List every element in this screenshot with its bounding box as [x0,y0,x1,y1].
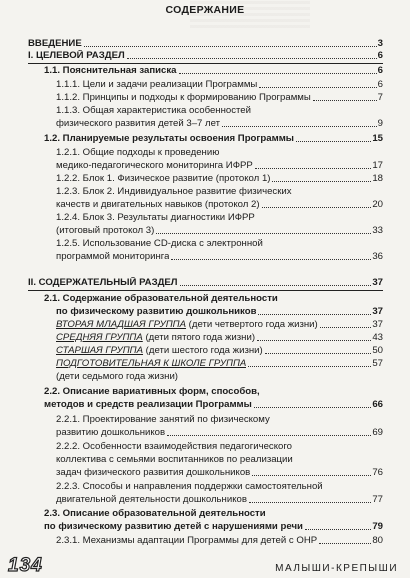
toc-entry: СРЕДНЯЯ ГРУППА (дети пятого года жизни) 43 [56,332,383,343]
toc-entry: развитию дошкольников 69 [56,427,383,438]
toc-entry: 1.2.2. Блок 1. Физическое развитие (протокол 1) 18 [56,173,383,184]
toc-entry: по физическому развитию дошкольников 37 [56,306,383,317]
toc-entry: 1.1. Пояснительная записка 6 [44,65,383,76]
toc-entry: 1.1.2. Принципы и подходы к формированию Программы 7 [56,92,383,103]
page-title: СОДЕРЖАНИЕ [165,4,245,16]
toc-entry [28,38,383,50]
toc-entry-text: 2.2.3. Способы и направления поддержки самостоятельной [56,481,323,492]
toc-entry-text: 1.2.5. Использование CD-диска с электронной [56,238,263,249]
toc-entry-text: 2.2.1. Проектирование занятий по физическому [56,414,270,425]
toc-entry: 1.2. Планируемые результаты освоения Программы 15 [44,133,383,144]
toc-entry-text: 2.3. Описание образовательной деятельности [44,508,266,519]
toc-entry-text: 1.2.1. Общие подходы к проведению [56,147,220,158]
toc-entry-text: 2.1. Содержание образовательной деятельности [44,293,278,304]
toc-entry: 1.1.1. Цели и задачи реализации Программы 6 [56,79,383,90]
section-rule [28,290,383,291]
toc-entry-text: коллектива с семьями воспитанников по реализации [56,454,293,465]
toc-entry: физического развития детей 3–7 лет 9 [56,118,383,129]
toc-entry: СТАРШАЯ ГРУППА (дети шестого года жизни) 50 [56,345,383,356]
toc-entry-text: 2.2.2. Особенности взаимодействия педагогического [56,441,292,452]
toc-entry-text: 1.2.3. Блок 2. Индивидуальное развитие физических [56,186,292,197]
section-rule [28,63,383,64]
toc-entry: методов и средств реализации Программы 66 [44,399,383,410]
toc-entry: программой мониторинга 36 [56,251,383,262]
series-name: МАЛЫШИ-КРЕПЫШИ [275,563,398,574]
toc-entry: II. СОДЕРЖАТЕЛЬНЫЙ РАЗДЕЛ 37 [28,277,383,288]
toc-entry-text: 2.2. Описание вариативных форм, способов, [44,386,260,397]
toc-entry-page: 3 [377,38,383,49]
toc-entry-text: (дети седьмого года жизни) [56,371,179,382]
toc-entry: качеств и двигательных навыков (протокол 2) 20 [56,199,383,210]
toc-entry: (итоговый протокол 3) 33 [56,225,383,236]
toc-entry-text: 1.2.4. Блок 3. Результаты диагностики ИФРР [56,212,255,223]
page-number: 134 [8,555,43,576]
toc-entry: I. ЦЕЛЕВОЙ РАЗДЕЛ 6 [28,50,383,61]
toc-entry-text: ВВЕДЕНИЕ [28,38,82,49]
toc-entry-text: 1.1.3. Общая характеристика особенностей [56,105,251,116]
toc-entry: задач физического развития дошкольников 76 [56,467,383,478]
toc-entry: 2.3.1. Механизмы адаптации Программы для детей с ОНР 80 [56,535,383,546]
toc-entry: ВТОРАЯ МЛАДШАЯ ГРУППА (дети четвертого года жизни) 37 [56,319,383,330]
toc-entry: по физическому развитию детей с нарушениями речи 79 [44,521,383,532]
toc-entry: двигательной деятельности дошкольников 77 [56,494,383,505]
toc-entry: ПОДГОТОВИТЕЛЬНАЯ К ШКОЛЕ ГРУППА 57 [56,358,383,369]
toc-entry: медико-педагогического мониторинга ИФРР 17 [56,160,383,171]
